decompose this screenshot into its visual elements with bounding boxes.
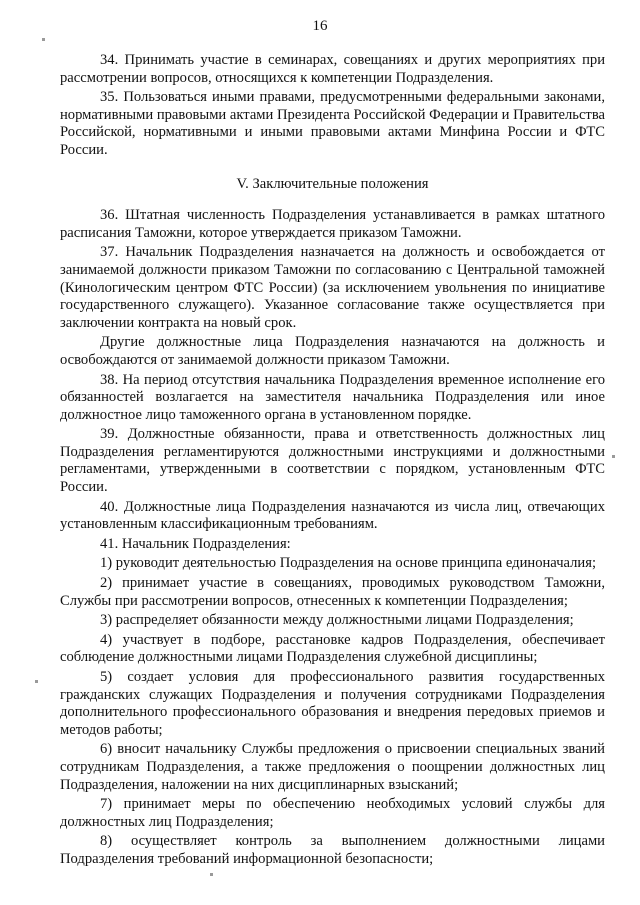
section-heading: V. Заключительные положения bbox=[236, 175, 429, 192]
list-item: 6) вносит начальнику Службы предложения о присвоении специальных званий сотрудникам Подразделения, а также предложения о поощрении должностных лиц Подразделения, наложении на них дисциплинарных взысканий; bbox=[60, 741, 605, 793]
list-item: 5) создает условия для профессионального развития государственных гражданских служащих Подразделения и получения сотрудниками Подразделения дополнительного профессионального образования и внедрения передовых приемов и методов работы; bbox=[60, 669, 605, 738]
list-item: 3) распределяет обязанности между должностными лицами Подразделения; bbox=[100, 612, 574, 629]
paragraph: 38. На период отсутствия начальника Подразделения временное исполнение его обязанностей возлагается на заместителя начальника Подразделения или иное должностное лицо таможенного органа в установленном порядке. bbox=[60, 371, 605, 423]
scan-speck bbox=[35, 680, 38, 683]
paragraph: 41. Начальник Подразделения: bbox=[100, 535, 291, 552]
page-number: 16 bbox=[312, 18, 328, 34]
paragraph: 40. Должностные лица Подразделения назначаются из числа лиц, отвечающих установленным классификационным требованиям. bbox=[60, 498, 605, 533]
paragraph: 37. Начальник Подразделения назначается на должность и освобождается от занимаемой должности приказом Таможни по согласованию с Центральной таможней (Кинологическим центром ФТС России) (за исключением увольнения по инициативе государственного служащего). Указанное согласование также осуществляется при заключении контракта на новый срок. bbox=[60, 244, 605, 331]
list-item: 8) осуществляет контроль за выполнением должностными лицами Подразделения требований информационной безопасности; bbox=[60, 833, 605, 867]
document-body bbox=[60, 52, 605, 871]
list-item: 7) принимает меры по обеспечению необходимых условий службы для должностных лиц Подразделения; bbox=[60, 796, 605, 830]
list-item: 4) участвует в подборе, расстановке кадров Подразделения, обеспечивает соблюдение должностными лицами Подразделения служебной дисциплины; bbox=[60, 631, 605, 666]
list-item: 2) принимает участие в совещаниях, проводимых руководством Таможни, Службы при рассмотрении вопросов, отнесенных к компетенции Подразделения; bbox=[60, 575, 605, 609]
paragraph: 35. Пользоваться иными правами, предусмотренными федеральными законами, нормативными правовыми актами Президента Российской Федерации и Правительства Российской, нормативными и иными правовыми актами Минфина России и ФТС России. bbox=[60, 89, 605, 158]
scan-speck bbox=[612, 455, 615, 458]
paragraph: 34. Принимать участие в семинарах, совещаниях и других мероприятиях при рассмотрении вопросов, относящихся к компетенции Подразделения. bbox=[60, 52, 605, 86]
paragraph: Другие должностные лица Подразделения назначаются на должность и освобождаются от занимаемой должности приказом Таможни. bbox=[60, 334, 605, 368]
paragraph: 36. Штатная численность Подразделения устанавливается в рамках штатного расписания Таможни, которое утверждается приказом Таможни. bbox=[60, 207, 605, 241]
list-item: 1) руководит деятельностью Подразделения на основе принципа единоначалия; bbox=[100, 555, 597, 572]
scan-speck bbox=[210, 873, 213, 876]
scan-speck bbox=[42, 38, 45, 41]
paragraph: 39. Должностные обязанности, права и ответственность должностных лиц Подразделения регламентируются должностными инструкциями и должностными регламентами, утвержденными в соответствии с порядком, установленным ФТС России. bbox=[60, 426, 605, 496]
